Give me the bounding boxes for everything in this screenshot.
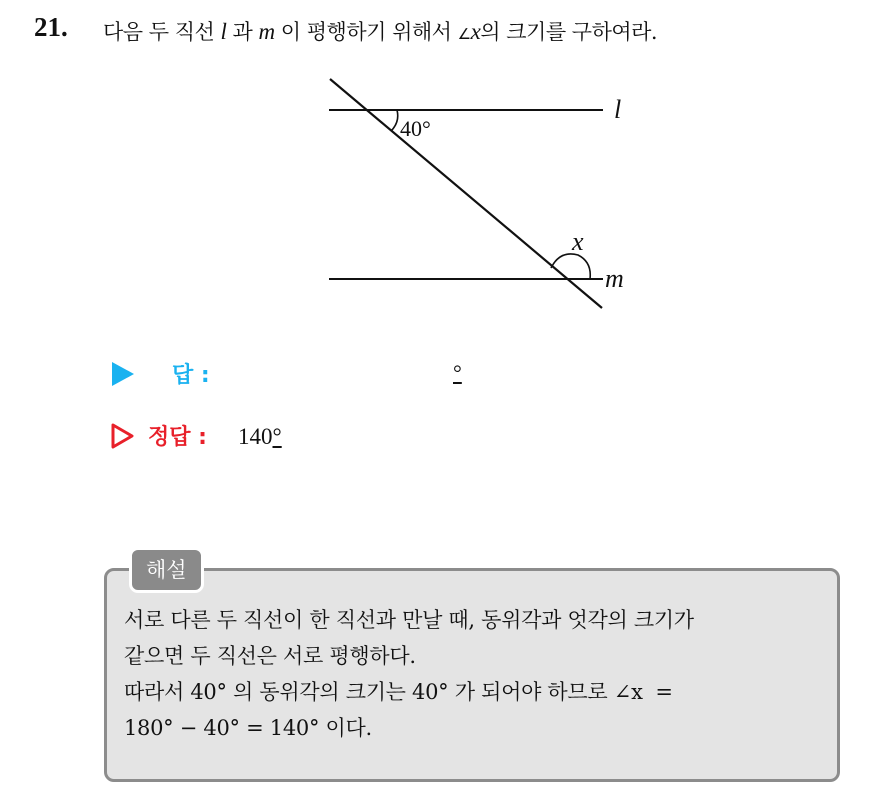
correct-answer-unit: °	[272, 424, 282, 449]
solution-tag: 해설	[129, 547, 204, 593]
solution-line: 180° − 40° = 140° 이다.	[124, 716, 372, 740]
solution-line: 같으면 두 직선은 서로 평행하다.	[124, 644, 416, 668]
question-number: 21.	[34, 12, 68, 42]
question-text-part: 이 평행하기 위해서	[274, 20, 458, 44]
solution-line	[124, 674, 824, 710]
answer-unit: °	[453, 360, 462, 385]
label-l: l	[614, 95, 622, 124]
question-text-part: 의 크기를 구하여라.	[480, 20, 658, 44]
correct-answer-value	[238, 424, 282, 450]
transversal-line	[330, 79, 602, 308]
variable-m: m	[258, 19, 275, 44]
variable-x: x	[470, 19, 481, 44]
outline-triangle-icon	[110, 422, 136, 450]
solution-equals: =	[655, 680, 673, 704]
answer-row	[110, 356, 530, 392]
solution-text	[124, 602, 824, 746]
play-triangle-icon	[112, 362, 134, 386]
question-text-part: 다음 두 직선	[103, 20, 221, 44]
angle-arc-x	[551, 254, 590, 279]
variable-l: l	[220, 19, 227, 44]
angle-symbol: ∠	[457, 25, 471, 43]
correct-answer-label: 정답 :	[148, 425, 207, 450]
correct-answer-row	[110, 418, 530, 454]
correct-answer-number: 140	[238, 424, 273, 449]
answer-label: 답 :	[172, 363, 210, 388]
solution-line: 서로 다른 두 직선이 한 직선과 만날 때, 동위각과 엇각의 크기가	[124, 608, 694, 632]
label-m: m	[605, 264, 624, 293]
angle-40-label: 40°	[400, 116, 431, 141]
solution-line-part: 따라서 40° 의 동위각의 크기는 40° 가 되어야 하므로 ∠x	[124, 680, 643, 704]
label-x: x	[572, 227, 584, 256]
question-text-part: 과	[226, 20, 259, 44]
angle-arc-40	[391, 110, 398, 131]
